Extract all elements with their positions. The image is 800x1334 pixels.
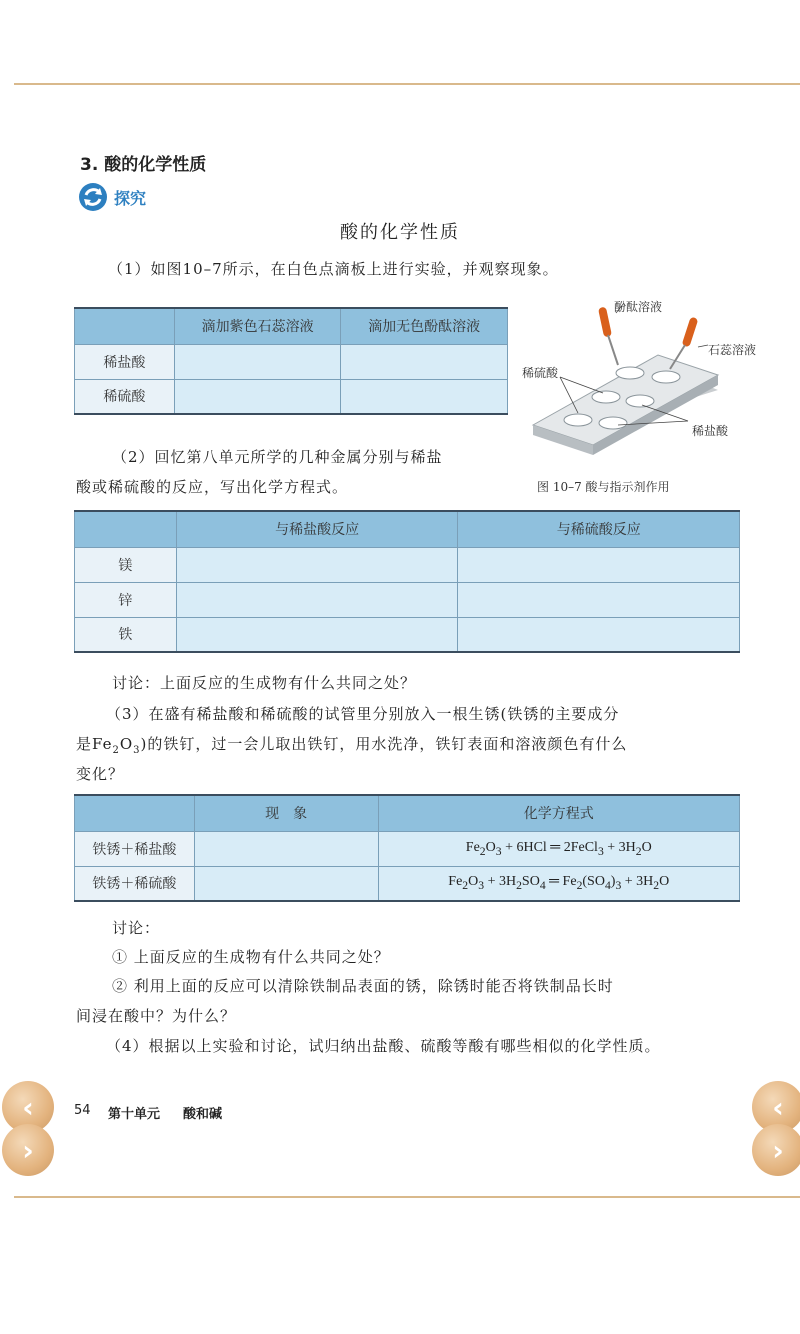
- step-1-text: （1）如图10–7所示，在白色点滴板上进行实验，并观察现象。: [108, 260, 559, 278]
- step-2-line-1: （2）回忆第八单元所学的几种金属分别与稀盐: [112, 448, 443, 466]
- chevron-right-icon: ›: [772, 1133, 784, 1167]
- experiment-title: 酸的化学性质: [340, 222, 460, 243]
- explore-heading: [78, 182, 146, 212]
- metal-table-cell: [458, 582, 740, 617]
- indicator-table-cell: [174, 344, 341, 379]
- indicator-table-cell: [341, 379, 508, 414]
- metal-table-cell: [176, 617, 458, 652]
- indicator-table-corner: [75, 308, 175, 344]
- chevron-left-icon: ‹: [22, 1090, 34, 1124]
- metal-table-header: 与稀盐酸反应: [176, 511, 458, 547]
- metal-table-cell: [458, 547, 740, 582]
- metal-table-row-label: 铁: [75, 617, 177, 652]
- equation-hcl: $Fe_2O_3 + 6HCl$ ═ 2FeCl$_3$ + $3H_2O$: [378, 831, 739, 866]
- spot-plate-figure: [518, 295, 788, 475]
- top-rule: [14, 83, 800, 85]
- rust-table-header: 化学方程式: [378, 795, 739, 831]
- indicator-table-header: 滴加紫色石蕊溶液: [174, 308, 341, 344]
- discussion-2-title: 讨论：: [112, 919, 161, 937]
- step-3-line-1: （3）在盛有稀盐酸和稀硫酸的试管里分别放入一根生锈(铁锈的主要成分: [106, 705, 620, 723]
- indicator-table-header: 滴加无色酚酞溶液: [341, 308, 508, 344]
- metal-reaction-table: [74, 510, 740, 653]
- rust-table-corner: [75, 795, 195, 831]
- metal-table-cell: [458, 617, 740, 652]
- metal-table-cell: [176, 547, 458, 582]
- next-page-button-left[interactable]: [2, 1124, 54, 1176]
- indicator-table-row-label: 稀盐酸: [75, 344, 175, 379]
- explore-cycle-icon: [78, 182, 108, 212]
- unit-name: 酸和碱: [183, 1107, 223, 1122]
- chevron-left-icon: ‹: [772, 1090, 784, 1124]
- rust-table-header: 现 象: [194, 795, 378, 831]
- indicator-table-row-label: 稀硫酸: [75, 379, 175, 414]
- step-2-line-2: 酸或稀硫酸的反应，写出化学方程式。: [76, 478, 349, 496]
- equation-h2so4: $Fe_2O_3 + 3H_2SO_4$ ═ $Fe_2(SO_4)_3 + 3H_2O$: [378, 866, 739, 901]
- label-hydrochloric-acid: 稀盐酸: [692, 424, 729, 438]
- label-phenolphthalein: 酚酞溶液: [614, 300, 663, 314]
- discussion-2-item-2-line-2: 间浸在酸中？为什么？: [76, 1007, 237, 1025]
- indicator-table-cell: [174, 379, 341, 414]
- indicator-table-cell: [341, 344, 508, 379]
- rust-table-cell: [194, 831, 378, 866]
- rust-table-row-label: 铁锈＋稀硫酸: [75, 866, 195, 901]
- metal-table-row-label: 镁: [75, 547, 177, 582]
- discussion-2-item-2-line-1: ② 利用上面的反应可以清除铁制品表面的锈，除锈时能否将铁制品长时: [112, 977, 614, 995]
- next-page-button[interactable]: [752, 1124, 800, 1176]
- section-title: 3. 酸的化学性质: [80, 155, 207, 175]
- rust-table-cell: [194, 866, 378, 901]
- unit-label: 第十单元: [108, 1107, 161, 1122]
- metal-table-corner: [75, 511, 177, 547]
- dropper-left-icon: [598, 306, 618, 365]
- label-sulfuric-acid: 稀硫酸: [522, 366, 559, 380]
- rust-table-row-label: 铁锈＋稀盐酸: [75, 831, 195, 866]
- step-3-line-3: 变化？: [76, 765, 125, 783]
- discussion-1: 讨论：上面反应的生成物有什么共同之处？: [112, 674, 417, 692]
- label-litmus: 石蕊溶液: [708, 343, 757, 357]
- rust-reaction-table: [74, 794, 740, 902]
- metal-table-header: 与稀硫酸反应: [458, 511, 740, 547]
- explore-label: 探究: [114, 188, 147, 208]
- chevron-right-icon: ›: [22, 1133, 34, 1167]
- step-4-text: （4）根据以上实验和讨论，试归纳出盐酸、硫酸等酸有哪些相似的化学性质。: [106, 1037, 661, 1055]
- figure-caption: 图 10–7 酸与指示剂作用: [537, 480, 670, 494]
- dropper-right-icon: [670, 316, 698, 369]
- discussion-2-item-1: ① 上面反应的生成物有什么共同之处？: [112, 948, 390, 966]
- indicator-table: [74, 307, 508, 415]
- step-3-line-2: 是$Fe_2O_3$)的铁钉，过一会儿取出铁钉，用水洗净，铁钉表面和溶液颜色有什么: [76, 735, 628, 756]
- bottom-rule: [14, 1196, 800, 1198]
- metal-table-cell: [176, 582, 458, 617]
- page-number: 54: [74, 1103, 91, 1118]
- metal-table-row-label: 锌: [75, 582, 177, 617]
